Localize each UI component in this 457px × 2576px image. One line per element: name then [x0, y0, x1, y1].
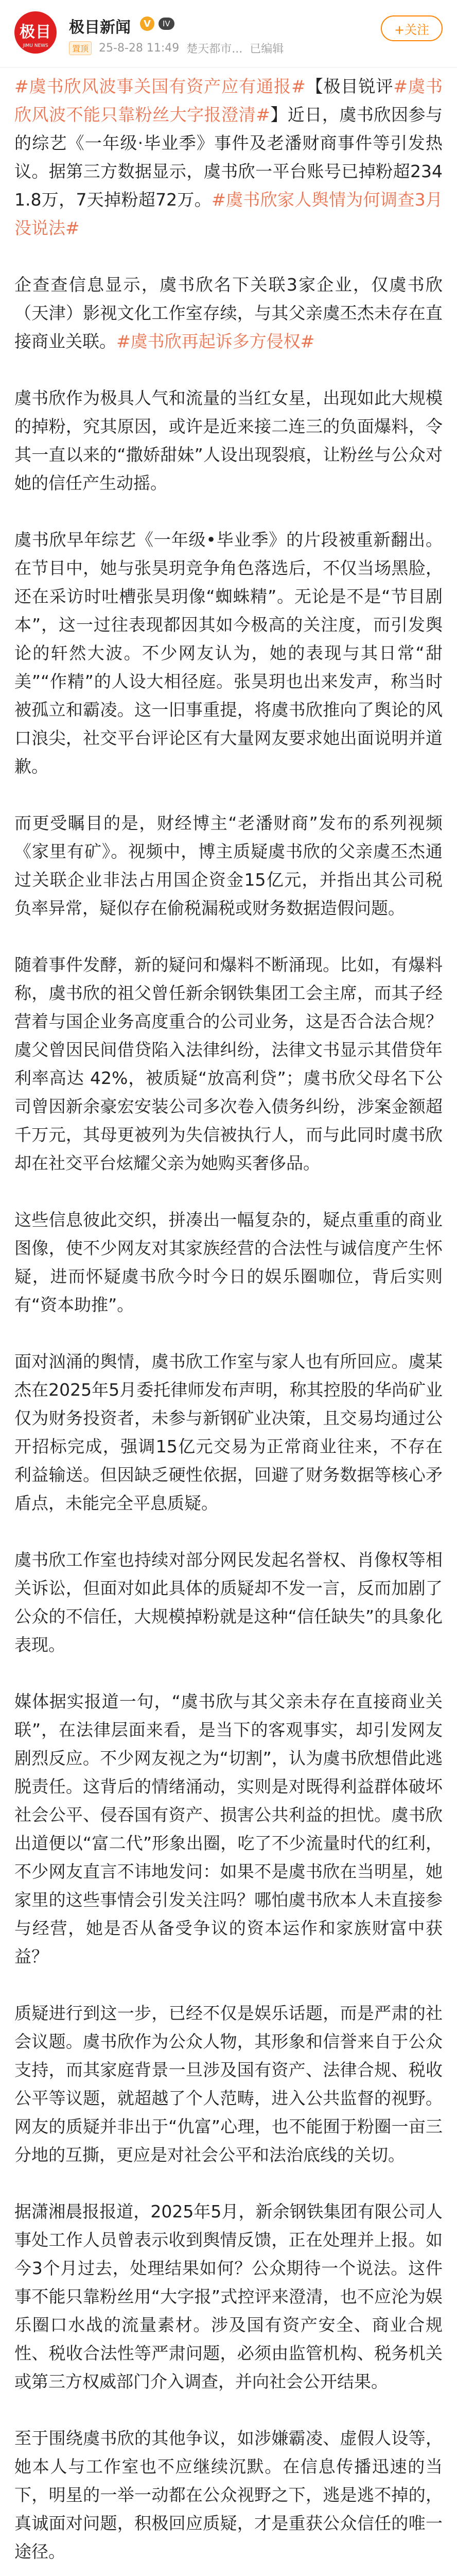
account-name[interactable]: 极目新闻 — [69, 19, 131, 37]
paragraph-8: 面对汹涌的舆情，虞书欣工作室与家人也有所回应。虞某杰在2025年5月委托律师发布声明，称其控股的华尚矿业仅为财务投资者，未参与新钢矿业决策，且交易均通过公开招标完成，强调15亿元交易为正常商业往来，不存在利益输送。但因缺乏硬性依据，回避了财务数据等核心矛盾点，未能完全平息质疑。 — [14, 1351, 443, 1513]
paragraph-text: 【极目锐评 — [305, 76, 394, 96]
avatar-logo-subtext: JIMU NEWS — [23, 43, 48, 48]
pinned-tag: 置顶 — [69, 41, 92, 55]
topic-link[interactable]: #虞书欣再起诉多方侵权# — [116, 331, 315, 351]
post-header — [0, 0, 457, 67]
verified-icon: V — [140, 16, 154, 31]
avatar[interactable] — [14, 11, 57, 54]
follow-button[interactable]: +关注 — [381, 15, 443, 41]
paragraph-4: 虞书欣早年综艺《一年级•毕业季》的片段被重新翻出。在节目中，她与张昊玥竞争角色落选后，不仅当场黑脸，还在采访时吐槽张昊玥像“蜘蛛精”。无论是不是“节目剧本”，这一过往表现都因其如今极高的关注度，而引发舆论的轩然大波。不少网友认为，她的表现与其日常“甜美”“作精”的人设大相径庭。张昊玥也出来发声，称当时被孤立和霸凌。这一旧事重提，将虞书欣推向了舆论的风口浪尖，社交平台评论区有大量网友要求她出面说明并道歉。 — [14, 530, 443, 776]
paragraph-2 — [14, 270, 443, 355]
topic-link[interactable]: #虞书欣风波不能只靠粉丝大字报澄清# — [14, 76, 443, 125]
paragraph-text: 企查查信息显示，虞书欣名下关联3家企业，仅虞书欣（天津）影视文化工作室存续，与其父亲虞丕杰未存在直接商业关联。 — [14, 275, 443, 351]
paragraph-12: 据潇湘晨报报道，2025年5月，新余钢铁集团有限公司人事处工作人员曾表示收到舆情反馈，正在处理并上报。如今3个月过去，处理结果如何？公众期待一个说法。这件事不能只靠粉丝用“大字报”式控评来澄清，也不应沦为娱乐圈口水战的流量素材。涉及国有资产安全、商业合规性、税收合法性等严肃问题，必须由监管机构、税务机关或第三方权威部门介入调查，并向社会公开结果。 — [14, 2201, 443, 2392]
topic-link[interactable]: #虞书欣家人舆情为何调查3月没说法# — [14, 190, 443, 238]
paragraph-11: 质疑进行到这一步，已经不仅是娱乐话题，而是严肃的社会议题。虞书欣作为公众人物，其形象和信誉来自于公众支持，而其家庭背景一旦涉及国有资产、法律合规、税收公平等议题，就超越了个人范畴，进入公共监督的视野。网友的质疑并非出于“仇富”心理，也不能囿于粉圈一亩三分地的互撕，更应是对社会公平和法治底线的关切。 — [14, 2003, 443, 2165]
paragraph-1 — [14, 72, 443, 242]
paragraph-7: 这些信息彼此交织，拼凑出一幅复杂的，疑点重重的商业图像，使不少网友对其家族经营的合法性与诚信度产生怀疑，进而怀疑虞书欣今时今日的娱乐圈咖位，背后实则有“资本助推”。 — [14, 1210, 443, 1315]
paragraph-10: 媒体据实报道一句，“虞书欣与其父亲未存在直接商业关联”，在法律层面来看，是当下的客观事实，却引发网友剧烈反应。不少网友视之为“切割”，认为虞书欣想借此逃脱责任。这背后的情绪涌动，实则是对既得利益群体破坏社会公平、侵吞国有资产、损害公共利益的担忧。虞书欣出道便以“富二代”形象出圈，吃了不少流量时代的红利，不少网友直言不讳地发问：如果不是虞书欣在当明星，她家里的这些事情会引发关注吗？哪怕虞书欣本人未直接参与经营，她是否从备受争议的资本运作和家族财富中获益？ — [14, 1691, 443, 1967]
paragraph-3: 虞书欣作为极具人气和流量的当红女星，出现如此大规模的掉粉，究其原因，或许是近来接二连三的负面爆料，令其一直以来的“撒娇甜妹”人设出现裂痕，让粉丝与公众对她的信任产生动摇。 — [14, 388, 443, 493]
level-badge: IV — [159, 18, 174, 30]
post-meta — [69, 40, 284, 56]
paragraph-text: 】近日，虞书欣因参与的综艺《一年级·毕业季》事件及老潘财商事件等引发热议。据第三方数据显示，虞书欣一平台账号已掉粉超2341.8万，7天掉粉超72万。 — [14, 105, 443, 210]
post-timestamp: 25-8-28 11:49 — [99, 42, 180, 55]
avatar-logo-text: 极目 — [20, 23, 51, 41]
paragraph-5: 而更受瞩目的是，财经博主“老潘财商”发布的系列视频《家里有矿》。视频中，博主质疑虞书欣的父亲虞丕杰通过关联企业非法占用国企资金15亿元，并指出其公司税负率异常，疑似存在偷税漏税或财务数据造假问题。 — [14, 813, 443, 918]
paragraph-13: 至于围绕虞书欣的其他争议，如涉嫌霸凌、虚假人设等，她本人与工作室也不应继续沉默。在信息传播迅速的当下，明星的一举一动都在公众视野之下，逃是逃不掉的，真诚面对问题，积极回应质疑，才是重获公众信任的唯一途径。 — [14, 2428, 443, 2562]
post-source: 楚天都市... — [186, 43, 243, 56]
paragraph-9: 虞书欣工作室也持续对部分网民发起名誉权、肖像权等相关诉讼，但面对如此具体的质疑却不发一言，反而加剧了公众的不信任，大规模掉粉就是这种“信任缺失”的具象化表现。 — [14, 1550, 443, 1655]
topic-link[interactable]: #虞书欣风波事关国有资产应有通报# — [14, 76, 306, 96]
edited-label: 已编辑 — [250, 43, 284, 56]
post-body — [14, 72, 443, 2576]
paragraph-6: 随着事件发酵，新的疑问和爆料不断涌现。比如，有爆料称，虞书欣的祖父曾任新余钢铁集团工会主席，而其子经营着与国企业务高度重合的公司业务，这是否合法合规？虞父曾因民间借贷陷入法律纠纷，法律文书显示其借贷年利率高达 42%，被质疑“放高利贷”；虞书欣父母名下公司曾因新余豪宏安装公司多次卷入债务纠纷，涉案金额超千万元，其母更被列为失信被执行人，而与此同时虞书欣却在社交平台炫耀父亲为她购买奢侈品。 — [14, 955, 443, 1173]
